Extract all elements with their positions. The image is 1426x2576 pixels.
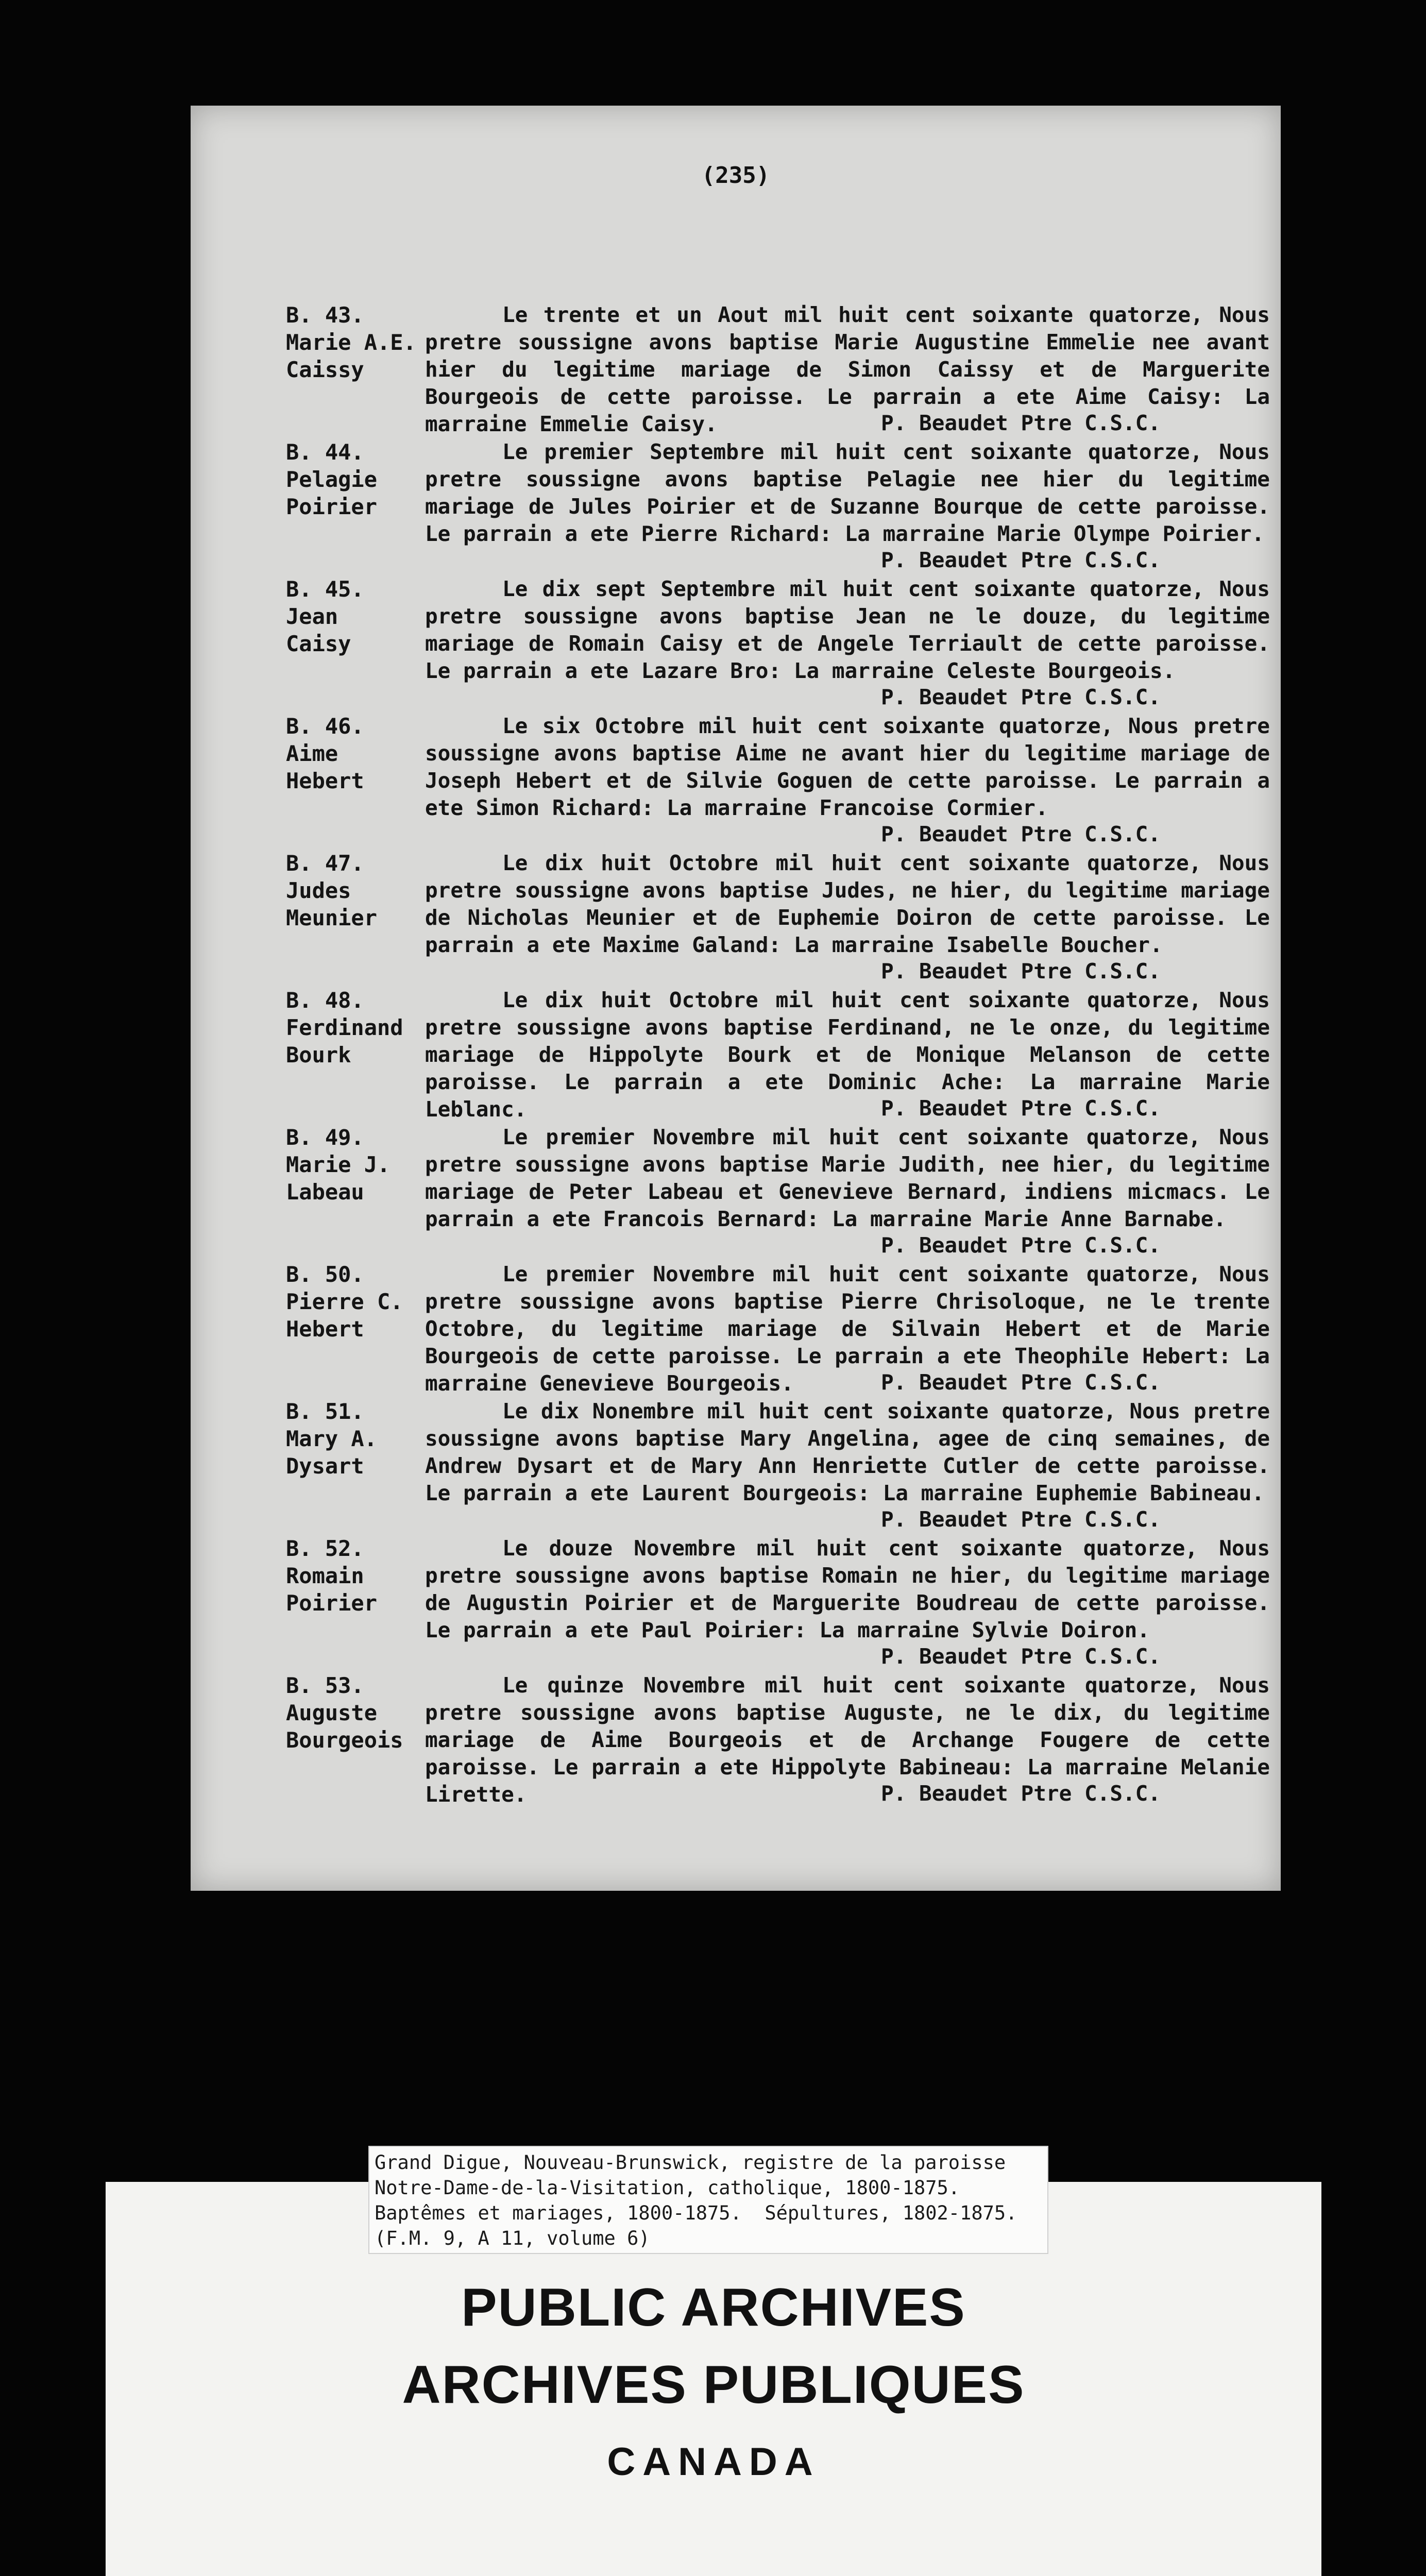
entry-text: Le douze Novembre mil huit cent soixante quatorze, Nous pretre soussigne avons baptise Romain ne hier, du legitime mariage de Augustin Poirier et de Marguerite Boudreau de cette paroisse. Le parrain a ete Paul Poirier: La marraine Sylvie Doiron. (425, 1536, 1270, 1642)
entry-text: Le premier Novembre mil huit cent soixante quatorze, Nous pretre soussigne avons baptise Pierre Chrisoloque, ne le trente Octobre, du legitime mariage de Silvain Hebert et de Marie Bourgeois de cette paroisse. Le parrain a ete Theophile Hebert: La marraine Genevieve Bourgeois. (425, 1262, 1270, 1396)
entry-signature: P. Beaudet Ptre C.S.C. (881, 411, 1161, 435)
archive-country: CANADA (607, 2440, 820, 2484)
entry-margin-note: B. 49. Marie J. Labeau (286, 1125, 391, 1205)
entry-text: Le premier Septembre mil huit cent soixante quatorze, Nous pretre soussigne avons baptise Pelagie nee hier du legitime mariage de Jules Poirier et de Suzanne Bourque de cette paroisse. Le parrain a ete Pierre Richard: La marraine Marie Olympe Poirier. (425, 439, 1270, 546)
entry-margin-note: B. 47. Judes Meunier (286, 851, 378, 930)
entry-margin-note: B. 53. Auguste Bourgeois (286, 1673, 403, 1753)
entry-text: Le dix Nonembre mil huit cent soixante quatorze, Nous pretre soussigne avons baptise Mary Angelina, agee de cinq semaines, de Andrew Dysart et de Mary Ann Henriette Cutler de cette paroisse. Le parrain a ete Laurent Bourgeois: La marraine Euphemie Babineau. (425, 1399, 1270, 1505)
entry-margin-note: B. 45. Jean Caisy (286, 577, 364, 656)
entry-signature: P. Beaudet Ptre C.S.C. (881, 959, 1161, 984)
entry-signature: P. Beaudet Ptre C.S.C. (881, 1781, 1161, 1806)
page-number: (235) (701, 162, 770, 189)
entry-margin-note: B. 51. Mary A. Dysart (286, 1399, 378, 1479)
entry-text: Le trente et un Aout mil huit cent soixante quatorze, Nous pretre soussigne avons baptise Marie Augustine Emmelie nee avant hier du legitime mariage de Simon Caissy et de Marguerite Bourgeois de cette paroisse. Le parrain a ete Aime Caisy: La marraine Emmelie Caisy. (425, 302, 1270, 436)
entry-text: Le quinze Novembre mil huit cent soixante quatorze, Nous pretre soussigne avons baptise Auguste, ne le dix, du legitime mariage de Aime Bourgeois et de Archange Fougere de cette paroisse. Le parrain a ete Hippolyte Babineau: La marraine Melanie Lirette. (425, 1673, 1270, 1807)
entry-text: Le premier Novembre mil huit cent soixante quatorze, Nous pretre soussigne avons baptise Marie Judith, nee hier, du legitime mariage de Peter Labeau et Genevieve Bernard, indiens micmacs. Le parrain a ete Francois Bernard: La marraine Marie Anne Barnabe. (425, 1125, 1270, 1231)
entry-text: Le dix huit Octobre mil huit cent soixante quatorze, Nous pretre soussigne avons baptise Ferdinand, ne le onze, du legitime mariage de Hippolyte Bourk et de Monique Melanson de cette paroisse. Le parrain a ete Dominic Ache: La marraine Marie Leblanc. (425, 988, 1270, 1122)
archive-name-french: ARCHIVES PUBLIQUES (402, 2355, 1025, 2415)
entry-margin-note: B. 52. Romain Poirier (286, 1536, 378, 1616)
entry-signature: P. Beaudet Ptre C.S.C. (881, 1096, 1161, 1121)
entry-margin-note: B. 48. Ferdinand Bourk (286, 988, 403, 1067)
entry-margin-note: B. 50. Pierre C. Hebert (286, 1262, 403, 1342)
entry-margin-note: B. 43. Marie A.E. Caissy (286, 302, 416, 382)
entry-text: Le dix sept Septembre mil huit cent soixante quatorze, Nous pretre soussigne avons baptise Jean ne le douze, du legitime mariage de Romain Caisy et de Angele Terriault de cette paroisse. Le parrain a ete Lazare Bro: La marraine Celeste Bourgeois. (425, 577, 1270, 683)
entry-signature: P. Beaudet Ptre C.S.C. (881, 548, 1161, 572)
entry-margin-note: B. 44. Pelagie Poirier (286, 439, 378, 519)
entry-signature: P. Beaudet Ptre C.S.C. (881, 1233, 1161, 1258)
register-page (191, 106, 1281, 1891)
entry-signature: P. Beaudet Ptre C.S.C. (881, 1370, 1161, 1395)
archive-name-english: PUBLIC ARCHIVES (461, 2278, 966, 2337)
entry-text: Le dix huit Octobre mil huit cent soixante quatorze, Nous pretre soussigne avons baptise Judes, ne hier, du legitime mariage de Nicholas Meunier et de Euphemie Doiron de cette paroisse. Le parrain a ete Maxime Galand: La marraine Isabelle Boucher. (425, 851, 1270, 957)
entry-signature: P. Beaudet Ptre C.S.C. (881, 1507, 1161, 1532)
archive-label-card (106, 2151, 1321, 2576)
collection-description-slip: Grand Digue, Nouveau-Brunswick, registre de la paroisse Notre-Dame-de-la-Visitation, catholique, 1800-1875. Baptêmes et mariages, 1800-1875. Sépultures, 1802-1875. (F.M. 9, A 11, volume 6) (368, 2146, 1048, 2254)
entry-margin-note: B. 46. Aime Hebert (286, 714, 364, 793)
entry-signature: P. Beaudet Ptre C.S.C. (881, 685, 1161, 709)
entry-signature: P. Beaudet Ptre C.S.C. (881, 1644, 1161, 1669)
entry-text: Le six Octobre mil huit cent soixante quatorze, Nous pretre soussigne avons baptise Aime ne avant hier du legitime mariage de Joseph Hebert et de Silvie Goguen de cette paroisse. Le parrain a ete Simon Richard: La marraine Francoise Cormier. (425, 714, 1270, 820)
entry-signature: P. Beaudet Ptre C.S.C. (881, 822, 1161, 846)
